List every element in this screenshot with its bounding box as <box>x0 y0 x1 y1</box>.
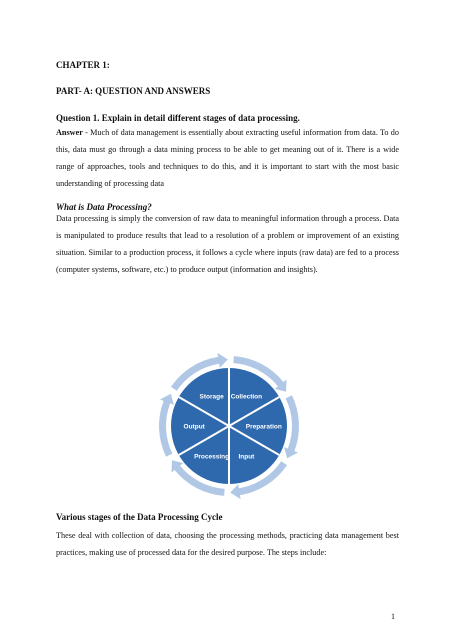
cycle-stage-preparation: Preparation <box>245 423 282 431</box>
subheading: What is Data Processing? <box>56 202 152 212</box>
cycle-stage-input: Input <box>238 453 255 461</box>
cycle-stage-collection: Collection <box>230 393 263 401</box>
question-heading: Question 1. Explain in detail different stages of data processing. <box>56 113 300 123</box>
definition-paragraph: Data processing is simply the conversion of raw data to meaningful information through a process. Data is manipulated to produce results that lead to a resolution of a problem or improvement of an existing situation. Similar to a production process, it follows a cycle where inputs (raw data) are fed to a process (computer systems, software, etc.) to produce output (information and insights). <box>56 214 399 274</box>
diagram-caption: Various stages of the Data Processing Cycle <box>56 512 223 522</box>
data-processing-cycle-diagram <box>144 344 314 508</box>
cycle-stage-output: Output <box>183 423 205 431</box>
cycle-stage-processing: Processing <box>194 453 230 461</box>
stages-paragraph: These deal with collection of data, choosing the processing methods, practicing data management best practices, making use of processed data for the desired purpose. The steps include: <box>56 531 399 557</box>
page-number: 1 <box>391 612 395 621</box>
part-heading: PART- A: QUESTION AND ANSWERS <box>56 86 211 96</box>
chapter-heading: CHAPTER 1: <box>56 60 110 70</box>
answer-label: Answer <box>56 128 83 137</box>
cycle-stage-storage: Storage <box>199 393 224 401</box>
answer-text: - Much of data management is essentially about extracting useful information from data. To do this, data must go through a data mining process to be able to get meaning out of it. There is a wide range of approaches, tools and techniques to do this, and it is important to start with the most basic understanding of processing data <box>56 128 399 188</box>
answer-paragraph <box>56 124 399 192</box>
